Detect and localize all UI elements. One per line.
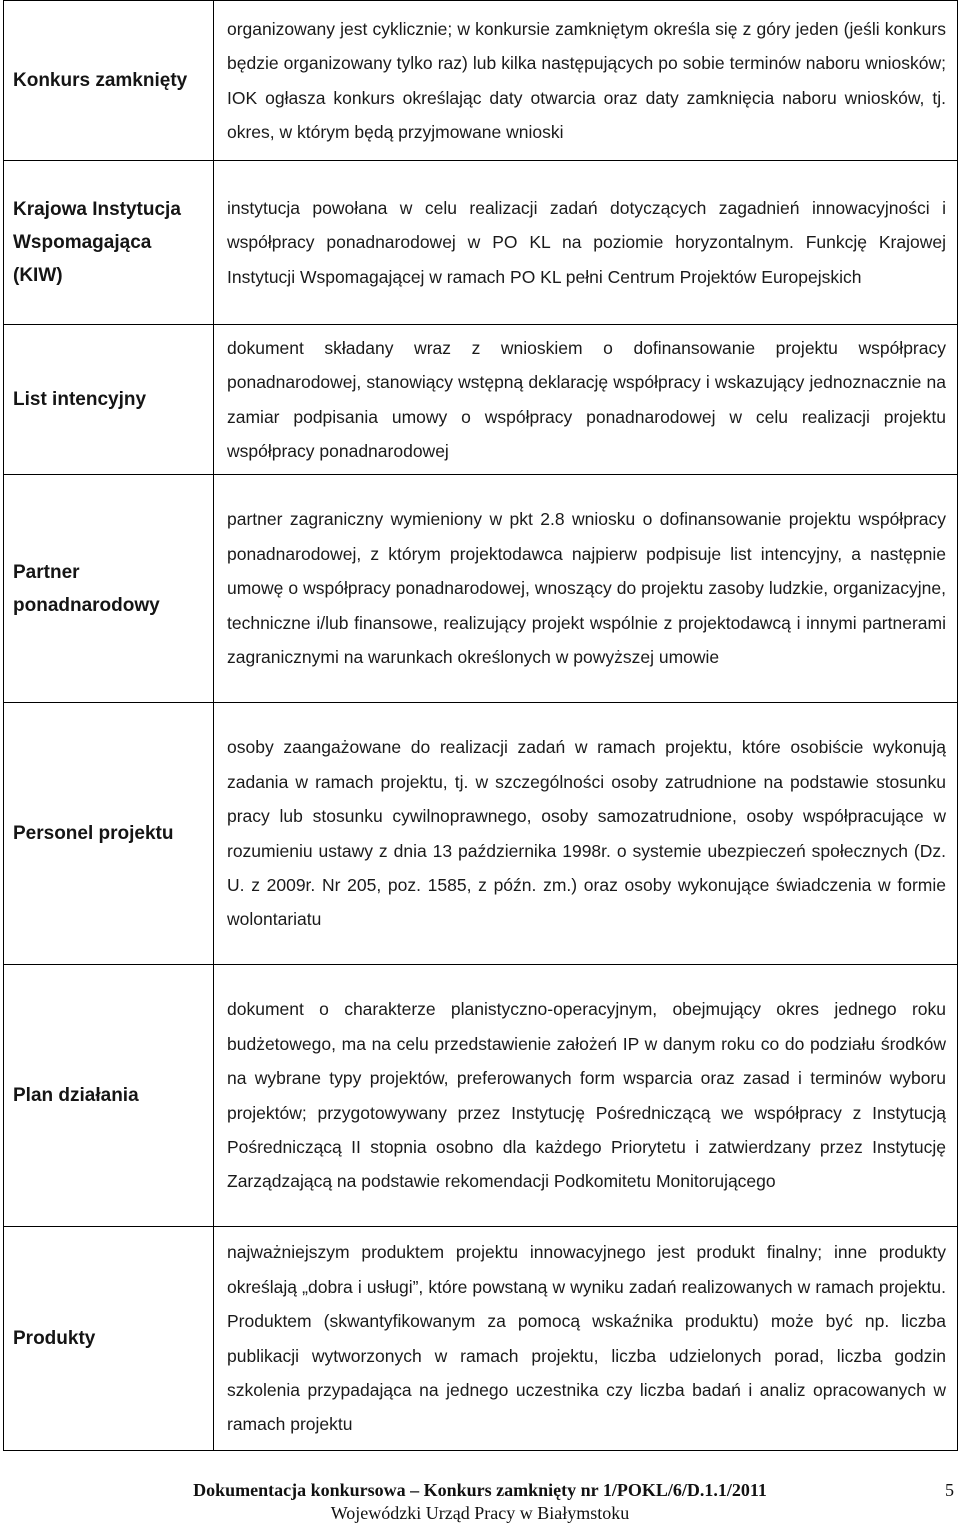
glossary-row-konkurs-zamkniety xyxy=(4,1,958,161)
term-produkty: Produkty xyxy=(4,1227,214,1451)
term-konkurs-zamkniety: Konkurs zamknięty xyxy=(4,1,214,161)
term-list-intencyjny: List intencyjny xyxy=(4,325,214,475)
glossary-row-partner-ponadnarodowy xyxy=(4,475,958,703)
glossary-row-list-intencyjny xyxy=(4,325,958,475)
page-footer xyxy=(0,1478,960,1524)
glossary-row-produkty xyxy=(4,1227,958,1451)
glossary-row-plan-dzialania xyxy=(4,965,958,1227)
definition-list-intencyjny: dokument składany wraz z wnioskiem o dofinansowanie projektu współpracy ponadnarodowej, stanowiący wstępną deklarację współpracy i wskazujący jednoznacznie na zamiar podpisania umowy o współpracy ponadnarodowej w celu realizacji projektu współpracy ponadnarodowej xyxy=(214,325,958,475)
definition-produkty: najważniejszym produktem projektu innowacyjnego jest produkt finalny; inne produkty określają „dobra i usługi”, które powstaną w wyniku zadań realizowanych w ramach projektu. Produktem (skwantyfikowanym za pomocą wskaźnika produktu) może być np. liczba publikacji wytworzonych w ramach projektu, liczba udzielonych porad, liczba godzin szkolenia przypadająca na jednego uczestnika czy liczba badań i analiz opracowanych w ramach projektu xyxy=(214,1227,958,1451)
term-plan-dzialania: Plan działania xyxy=(4,965,214,1227)
definition-konkurs-zamkniety: organizowany jest cyklicznie; w konkursie zamkniętym określa się z góry jeden (jeśli konkurs będzie organizowany tylko raz) lub kilka następujących po sobie terminów naboru wniosków; IOK ogłasza konkurs określając daty otwarcia oraz daty zamknięcia naboru wniosków, tj. okres, w którym będą przyjmowane wnioski xyxy=(214,1,958,161)
page-number: 5 xyxy=(945,1480,954,1500)
term-kiw: Krajowa Instytucja Wspomagająca (KIW) xyxy=(4,161,214,325)
definition-partner-ponadnarodowy: partner zagraniczny wymieniony w pkt 2.8 wniosku o dofinansowanie projektu współpracy ponadnarodowej, z którym projektodawca najpierw podpisuje list intencyjny, a następnie umowę o współpracy ponadnarodowej, wnoszący do projektu zasoby ludzkie, organizacyjne, techniczne i/lub finansowe, realizujący projekt wspólnie z projektodawcą i innymi partnerami zagranicznymi na warunkach określonych w powyższej umowie xyxy=(214,475,958,703)
glossary-table xyxy=(3,0,958,1451)
footer-institution: Wojewódzki Urząd Pracy w Białymstoku xyxy=(330,1503,630,1523)
definition-personel-projektu: osoby zaangażowane do realizacji zadań w ramach projektu, które osobiście wykonują zadania w ramach projektu, tj. w szczególności osoby zatrudnione na podstawie stosunku pracy lub stosunku cywilnoprawnego, osoby samozatrudnione, osoby współpracujące w rozumieniu ustawy z dnia 13 października 1998r. o systemie ubezpieczeń społecznych (Dz. U. z 2009r. Nr 205, poz. 1585, z późn. zm.) oraz osoby wykonujące świadczenia w formie wolontariatu xyxy=(214,703,958,965)
glossary-row-personel-projektu xyxy=(4,703,958,965)
definition-plan-dzialania: dokument o charakterze planistyczno-operacyjnym, obejmujący okres jednego roku budżetowego, ma na celu przedstawienie założeń IP w danym roku co do podziału środków na wybrane typy projektów, preferowanych form wsparcia oraz zasad i terminów wyboru projektów; przygotowywany przez Instytucję Pośredniczącą we współpracy z Instytucją Pośredniczącą II stopnia osobno dla każdego Priorytetu i zatwierdzany przez Instytucję Zarządzającą na podstawie rekomendacji Podkomitetu Monitorującego xyxy=(214,965,958,1227)
definition-kiw: instytucja powołana w celu realizacji zadań dotyczących zagadnień innowacyjności i współpracy ponadnarodowej w PO KL na poziomie horyzontalnym. Funkcję Krajowej Instytucji Wspomagającej w ramach PO KL pełni Centrum Projektów Europejskich xyxy=(214,161,958,325)
term-personel-projektu: Personel projektu xyxy=(4,703,214,965)
footer-document-title: Dokumentacja konkursowa – Konkurs zamknięty nr 1/POKL/6/D.1.1/2011 xyxy=(193,1480,767,1500)
term-partner-ponadnarodowy: Partner ponadnarodowy xyxy=(4,475,214,703)
glossary-row-kiw xyxy=(4,161,958,325)
